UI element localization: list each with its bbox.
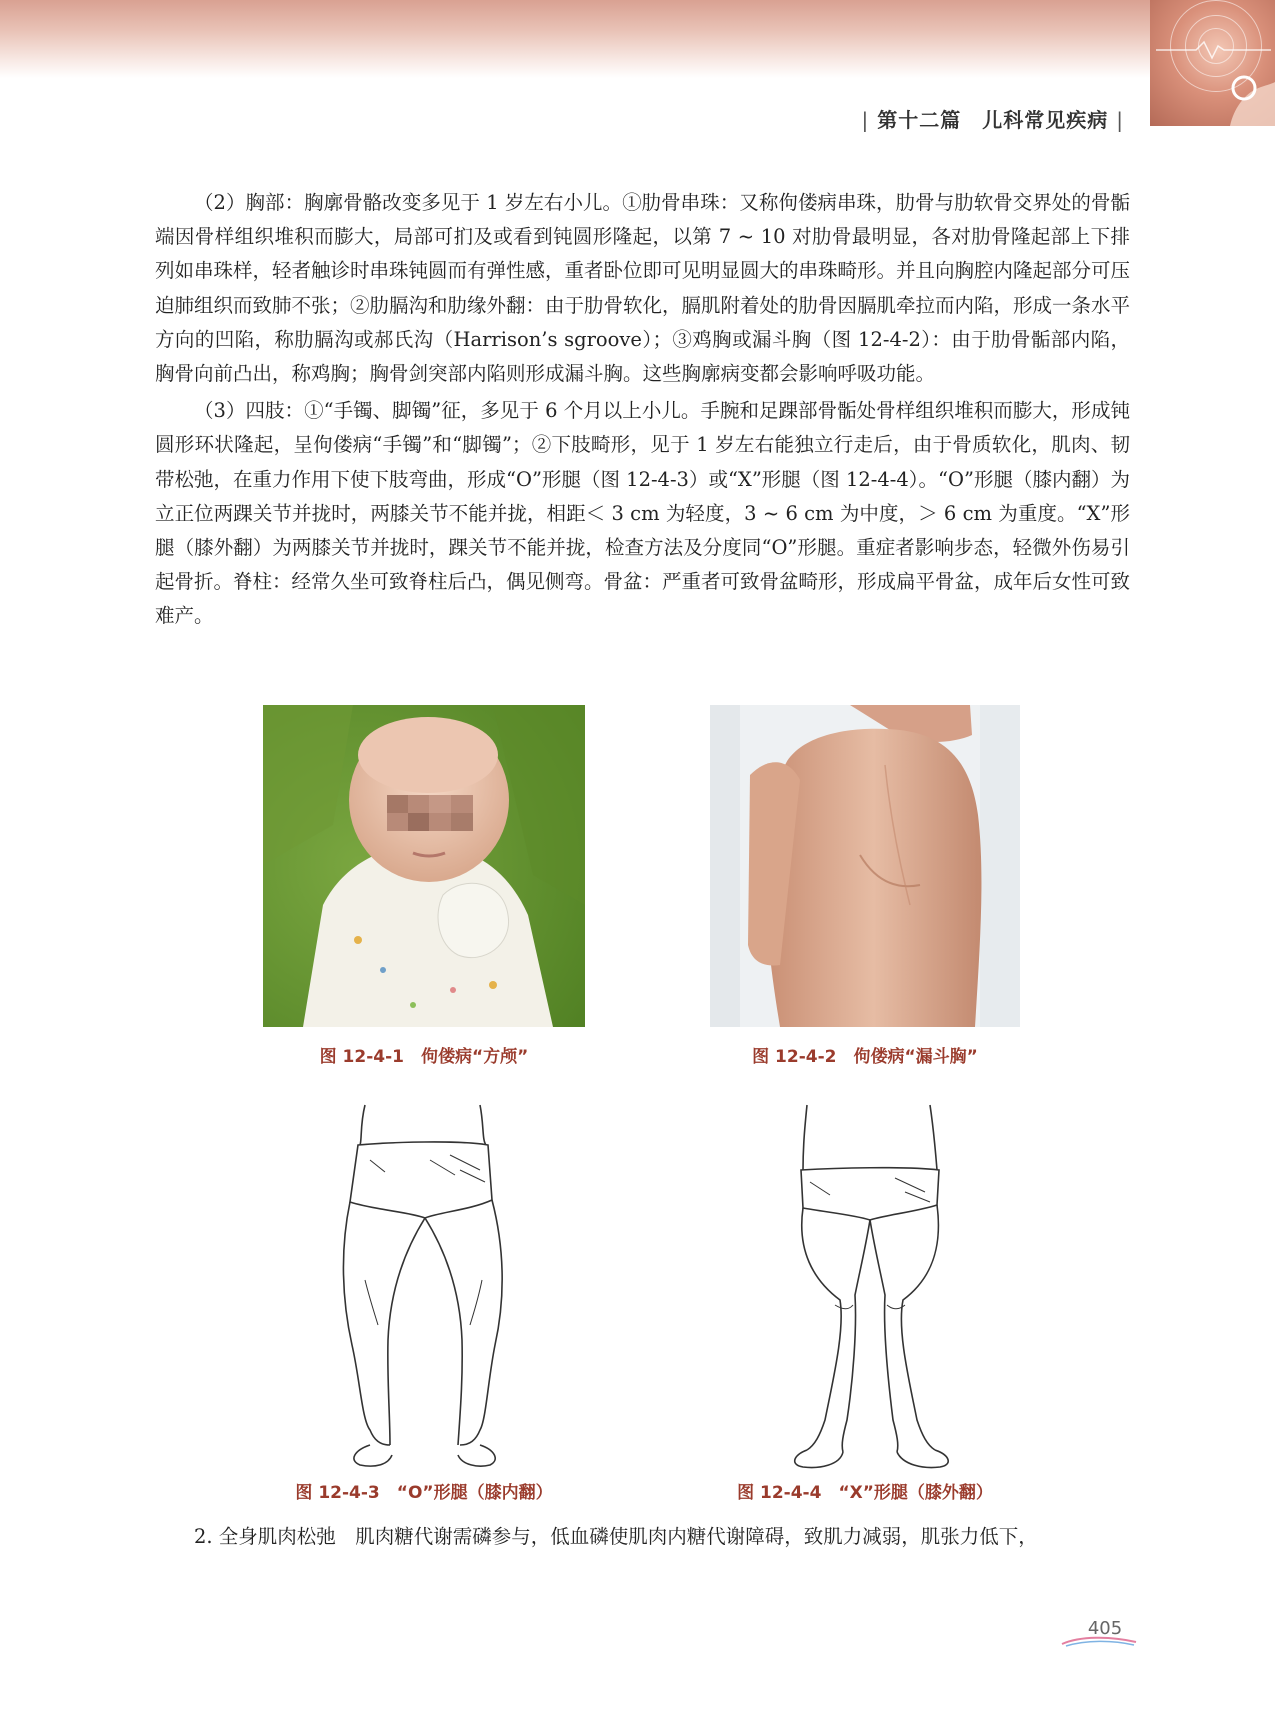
header-band <box>0 0 1275 78</box>
paragraph-chest: （2）胸部：胸廓骨骼改变多见于 1 岁左右小儿。①肋骨串珠：又称佝偻病串珠，肋骨与肋软骨交界处的骨骺端因骨样组织堆积而膨大，局部可扪及或看到钝圆形隆起，以第 7 ~ 10 对肋骨最明显，各对肋骨隆起部上下排列如串珠样，轻者触诊时串珠钝圆而有弹性感，重者卧位即可见明显圆大的串珠畸形。并且向胸腔内隆起部分可压迫肺组织而致肺不张；②肋膈沟和肋缘外翻：由于肋骨软化，膈肌附着处的肋骨因膈肌牵拉而内陷，形成一条水平方向的凹陷，称肋膈沟或郝氏沟（Harrison’s sgroove）；③鸡胸或漏斗胸（图 12-4-2）：由于肋骨骺部内陷，胸骨向前凸出，称鸡胸；胸骨剑突部内陷则形成漏斗胸。这些胸廓病变都会影响呼吸功能。 <box>155 191 1131 386</box>
paragraph-muscle: 2. 全身肌肉松弛 肌肉糖代谢需磷参与，低血磷使肌肉内糖代谢障碍，致肌力减弱，肌张力低下， <box>194 1525 1038 1548</box>
paragraph-limbs: （3）四肢：①“手镯、脚镯”征，多见于 6 个月以上小儿。手腕和足踝部骨骺处骨样组织堆积而膨大，形成钝圆形环状隆起，呈佝偻病“手镯”和“脚镯”；②下肢畸形，见于 1 岁左右能独立行走后，由于骨质软化，肌肉、韧带松弛，在重力作用下使下肢弯曲，形成“O”形腿（图 12-4-3）或“X”形腿（图 12-4-4）。“O”形腿（膝内翻）为立正位两踝关节并拢时，两膝关节不能并拢，相距＜ 3 cm 为轻度，3 ~ 6 cm 为中度，＞ 6 cm 为重度。“X”形腿（膝外翻）为两膝关节并拢时，踝关节不能并拢，检查方法及分度同“O”形腿。重症者影响步态，轻微外伤易引起骨折。脊柱：经常久坐可致脊柱后凸，偶见侧弯。骨盆：严重者可致骨盆畸形，形成扁平骨盆，成年后女性可致难产。 <box>155 399 1131 628</box>
figure-caption-1: 图 12-4-1 佝偻病“方颅” <box>319 1047 529 1067</box>
body-text <box>155 186 1130 637</box>
x-shaped-legs-drawing <box>785 1100 960 1470</box>
o-shaped-legs-drawing <box>330 1100 520 1470</box>
figure-caption-2: 图 12-4-2 佝偻病“漏斗胸” <box>752 1047 978 1067</box>
running-head-bar-left: | <box>861 108 870 132</box>
infant-square-skull-photo <box>263 705 585 1027</box>
running-head <box>854 104 1133 133</box>
running-head-bar-right: | <box>1116 108 1124 132</box>
figure-caption-4: 图 12-4-4 “X”形腿（膝外翻） <box>737 1483 993 1503</box>
running-head-title: 第十二篇 儿科常见疾病 <box>877 108 1109 132</box>
page-number-swoosh-icon <box>1060 1634 1138 1648</box>
muscle-relaxation-paragraph <box>155 1520 1130 1554</box>
page-number: 405 <box>1087 1618 1123 1639</box>
stethoscope-emblem-icon <box>1150 0 1275 126</box>
funnel-chest-torso-photo <box>710 705 1020 1027</box>
figure-caption-3: 图 12-4-3 “O”形腿（膝内翻） <box>295 1483 553 1503</box>
